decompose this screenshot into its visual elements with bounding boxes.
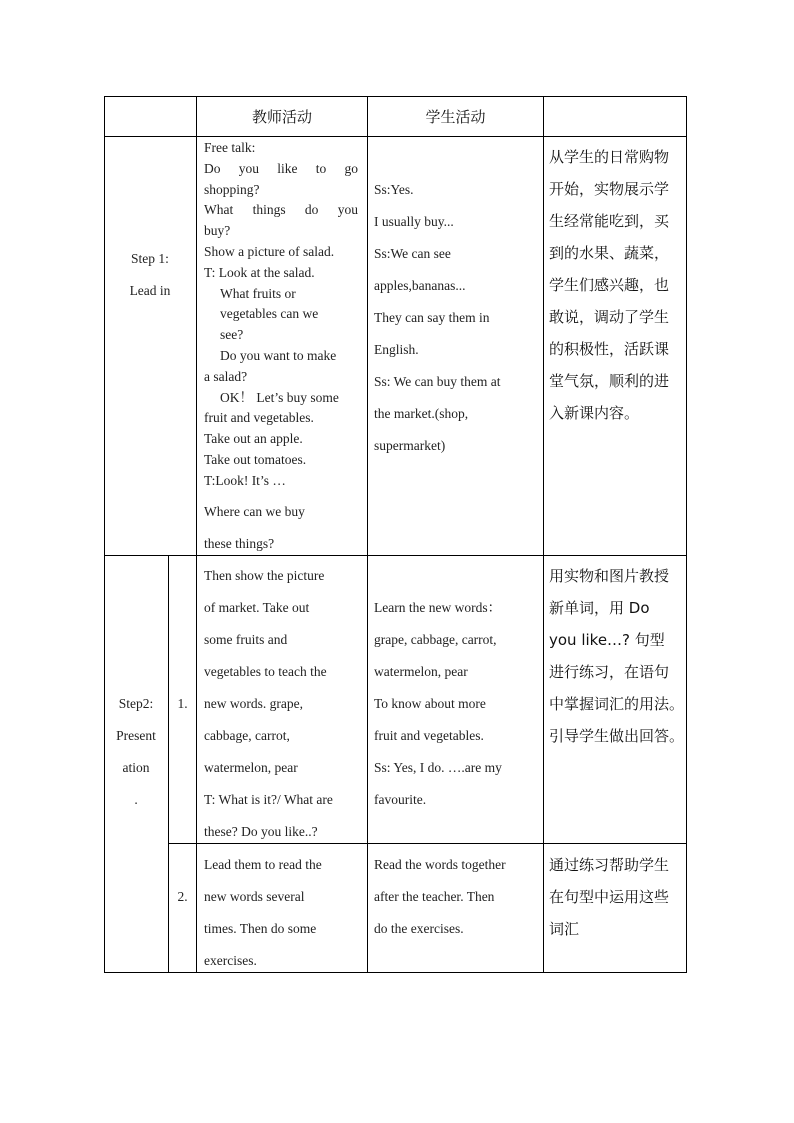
teacher-line: T:Look! It’s … [204,472,286,488]
teacher-line: cabbage, carrot, [204,728,290,743]
word: things [252,202,286,218]
teacher-line: times. Then do some [204,921,317,936]
step1-line: Lead in [129,283,171,298]
student-line: the market.(shop, [374,406,469,421]
teacher-line-justified [204,200,358,221]
notes-line: 中掌握词汇的用法。 [549,695,685,713]
sub1-teacher-activity [204,560,364,848]
teacher-line: watermelon, pear [204,760,298,775]
step1-line: Step 1: [131,251,169,266]
sub2-number: 2. [177,889,188,904]
teacher-line: vegetables can we [220,306,319,322]
notes-line: 从学生的日常购物 [549,148,670,166]
notes-line: 敢说，调动了学生 [549,308,670,326]
notes-line: 的积极性，活跃课 [549,340,670,358]
student-line: supermarket) [374,438,446,453]
notes-line: 堂气氛，顺利的进 [549,372,670,390]
teacher-line: fruit and vegetables. [204,410,314,426]
word: Do [204,160,221,176]
teacher-line: vegetables to teach the [204,664,327,679]
lesson-plan-table [104,96,687,973]
student-line: English. [374,342,419,357]
teacher-line: Where can we buy [204,503,305,519]
student-line: watermelon, pear [374,664,468,679]
notes-line: 引导学生做出回答。 [549,727,685,745]
header-teacher-activity: 教师活动 [251,108,312,126]
notes-line: 在句型中运用这些 [549,888,670,906]
teacher-line: Lead them to read the [204,857,322,872]
sub2-teacher-activity [204,849,364,977]
sub1-notes [549,560,686,752]
student-line: apples,bananas... [374,278,466,293]
sub1-number: 1. [177,696,188,711]
step1-teacher-activity [204,138,358,560]
notes-line: 学生们感兴趣，也 [549,276,670,294]
header-student-activity: 学生活动 [425,108,486,126]
header-blank-left [104,96,196,136]
word: you [238,160,259,176]
teacher-line: Take out an apple. [204,431,303,447]
notes-line: 到的水果、蔬菜， [549,244,670,262]
word: you [337,202,358,218]
word: go [344,160,358,176]
row-divider-step1 [104,555,687,556]
teacher-line: see? [220,327,244,343]
word: like [277,160,298,176]
notes-line: 生经常能吃到，买 [549,212,670,230]
word: What [204,202,234,218]
teacher-line: Free talk: [204,140,256,155]
header-blank-right [544,96,686,136]
notes-line: you like…? 句型 [549,631,665,649]
teacher-line: new words. grape, [204,696,303,711]
table-border-bottom [104,972,687,973]
step2-line: ation [122,760,150,775]
table-border-right [686,96,687,973]
teacher-line: exercises. [204,953,257,968]
student-line: They can say them in [374,310,490,325]
step2-line: Present [116,728,156,743]
teacher-line: Then show the picture [204,568,325,583]
step1-notes [549,141,685,429]
teacher-line: a salad? [204,368,248,384]
student-line: Ss:We can see [374,246,451,261]
teacher-line: of market. Take out [204,600,310,615]
student-line: To know about more [374,696,486,711]
notes-line: 词汇 [549,920,580,938]
student-line: Read the words together [374,857,506,872]
notes-line: 开始，实物展示学 [549,180,670,198]
table-border-left [104,96,105,973]
student-line: Ss: Yes, I do. ….are my [374,760,502,775]
student-line: Learn the new words： [374,600,502,615]
word: to [315,160,327,176]
notes-line: 进行练习，在语句 [549,663,670,681]
step2-line: . [134,792,138,807]
teacher-line-justified [204,159,358,180]
teacher-line: shopping? [204,181,260,197]
teacher-line: some fruits and [204,632,288,647]
step2-line: Step2: [118,696,154,711]
notes-line: 入新课内容。 [549,404,640,422]
sub2-notes [549,849,686,945]
student-line: grape, cabbage, carrot, [374,632,497,647]
teacher-line: T: Look at the salad. [204,264,315,280]
teacher-line: T: What is it?/ What are [204,792,333,807]
student-line: I usually buy... [374,214,454,229]
teacher-line: Show a picture of salad. [204,243,335,259]
teacher-line: What fruits or [220,285,296,301]
student-line: after the teacher. Then [374,889,495,904]
col-divider-teacher [196,96,197,973]
student-line: favourite. [374,792,427,807]
teacher-line: new words several [204,889,305,904]
student-line: Ss: We can buy them at [374,374,501,389]
word: do [304,202,319,218]
step1-student-activity [374,174,534,462]
sub2-student-activity [374,849,539,945]
teacher-line: OK！ Let’s buy some [220,389,339,405]
student-line: fruit and vegetables. [374,728,484,743]
col-divider-student [367,96,368,973]
student-line: do the exercises. [374,921,464,936]
notes-line: 用实物和图片教授 [549,567,670,585]
step2-label [104,688,168,816]
teacher-line: these? Do you like..? [204,824,318,839]
teacher-line: these things? [204,535,275,551]
student-line: Ss:Yes. [374,182,414,197]
col-divider-notes [543,96,544,973]
sub1-student-activity [374,592,539,816]
notes-line: 通过练习帮助学生 [549,856,670,874]
step1-label [104,243,196,307]
row-divider-header [104,136,687,137]
teacher-line: Do you want to make [220,347,337,363]
teacher-line: Take out tomatoes. [204,451,307,467]
notes-line: 新单词，用 Do [549,599,650,617]
teacher-line: buy? [204,223,231,239]
